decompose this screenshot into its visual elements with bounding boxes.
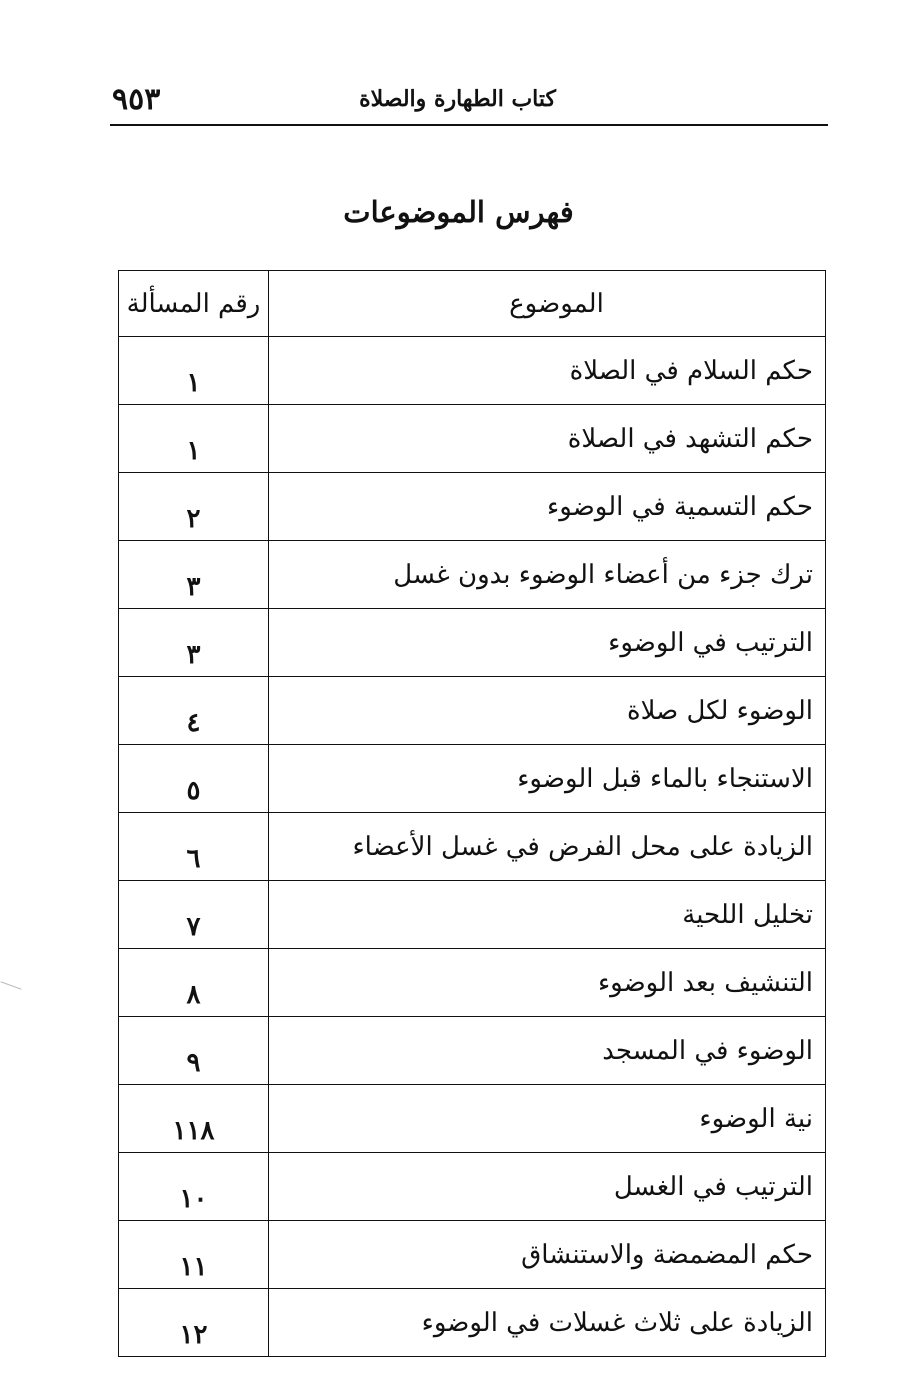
topic-cell: حكم التسمية في الوضوء: [269, 473, 826, 541]
issue-number-cell: ٥: [119, 745, 269, 813]
topic-cell: التنشيف بعد الوضوء: [269, 949, 826, 1017]
issue-number-cell: ٤: [119, 677, 269, 745]
table-row: [119, 1017, 826, 1085]
issue-number-cell: ١: [119, 337, 269, 405]
topic-cell: الوضوء لكل صلاة: [269, 677, 826, 745]
issue-number-cell: ٣: [119, 541, 269, 609]
table-row: [119, 1153, 826, 1221]
topic-cell: حكم المضمضة والاستنشاق: [269, 1221, 826, 1289]
header-divider: [110, 124, 828, 126]
issue-number-cell: ٨: [119, 949, 269, 1017]
issue-number-cell: ٣: [119, 609, 269, 677]
topic-cell: الاستنجاء بالماء قبل الوضوء: [269, 745, 826, 813]
table-row: [119, 609, 826, 677]
page-number: ٩٥٣: [112, 82, 161, 117]
topic-cell: ترك جزء من أعضاء الوضوء بدون غسل: [269, 541, 826, 609]
issue-number-cell: ١١٨: [119, 1085, 269, 1153]
topic-cell: حكم السلام في الصلاة: [269, 337, 826, 405]
table-row: [119, 473, 826, 541]
issue-number-cell: ٩: [119, 1017, 269, 1085]
issue-number-cell: ٢: [119, 473, 269, 541]
table-row: [119, 745, 826, 813]
topic-cell: الوضوء في المسجد: [269, 1017, 826, 1085]
table-row: [119, 1221, 826, 1289]
issue-number-cell: ٧: [119, 881, 269, 949]
book-title: كتاب الطهارة والصلاة: [359, 86, 556, 112]
table-row: [119, 541, 826, 609]
page-header: [110, 78, 828, 122]
issue-number-cell: ١١: [119, 1221, 269, 1289]
issue-number-column-header: رقم المسألة: [119, 271, 269, 337]
table-row: [119, 405, 826, 473]
topic-cell: الزيادة على محل الفرض في غسل الأعضاء: [269, 813, 826, 881]
topic-cell: الزيادة على ثلاث غسلات في الوضوء: [269, 1289, 826, 1357]
topic-column-header: الموضوع: [269, 271, 826, 337]
topic-cell: نية الوضوء: [269, 1085, 826, 1153]
table-row: [119, 813, 826, 881]
scan-edge-mark: [0, 981, 21, 989]
issue-number-cell: ١٠: [119, 1153, 269, 1221]
topic-cell: الترتيب في الغسل: [269, 1153, 826, 1221]
topic-cell: حكم التشهد في الصلاة: [269, 405, 826, 473]
table-row: [119, 677, 826, 745]
table-row: [119, 1289, 826, 1357]
index-table: [118, 270, 826, 1357]
issue-number-cell: ١: [119, 405, 269, 473]
table-row: [119, 1085, 826, 1153]
index-table-body: [119, 337, 826, 1357]
topic-cell: تخليل اللحية: [269, 881, 826, 949]
issue-number-cell: ٦: [119, 813, 269, 881]
topic-cell: الترتيب في الوضوء: [269, 609, 826, 677]
table-row: [119, 337, 826, 405]
issue-number-cell: ١٢: [119, 1289, 269, 1357]
index-title: فهرس الموضوعات: [343, 195, 574, 229]
table-row: [119, 881, 826, 949]
table-row: [119, 949, 826, 1017]
table-header-row: [119, 271, 826, 337]
